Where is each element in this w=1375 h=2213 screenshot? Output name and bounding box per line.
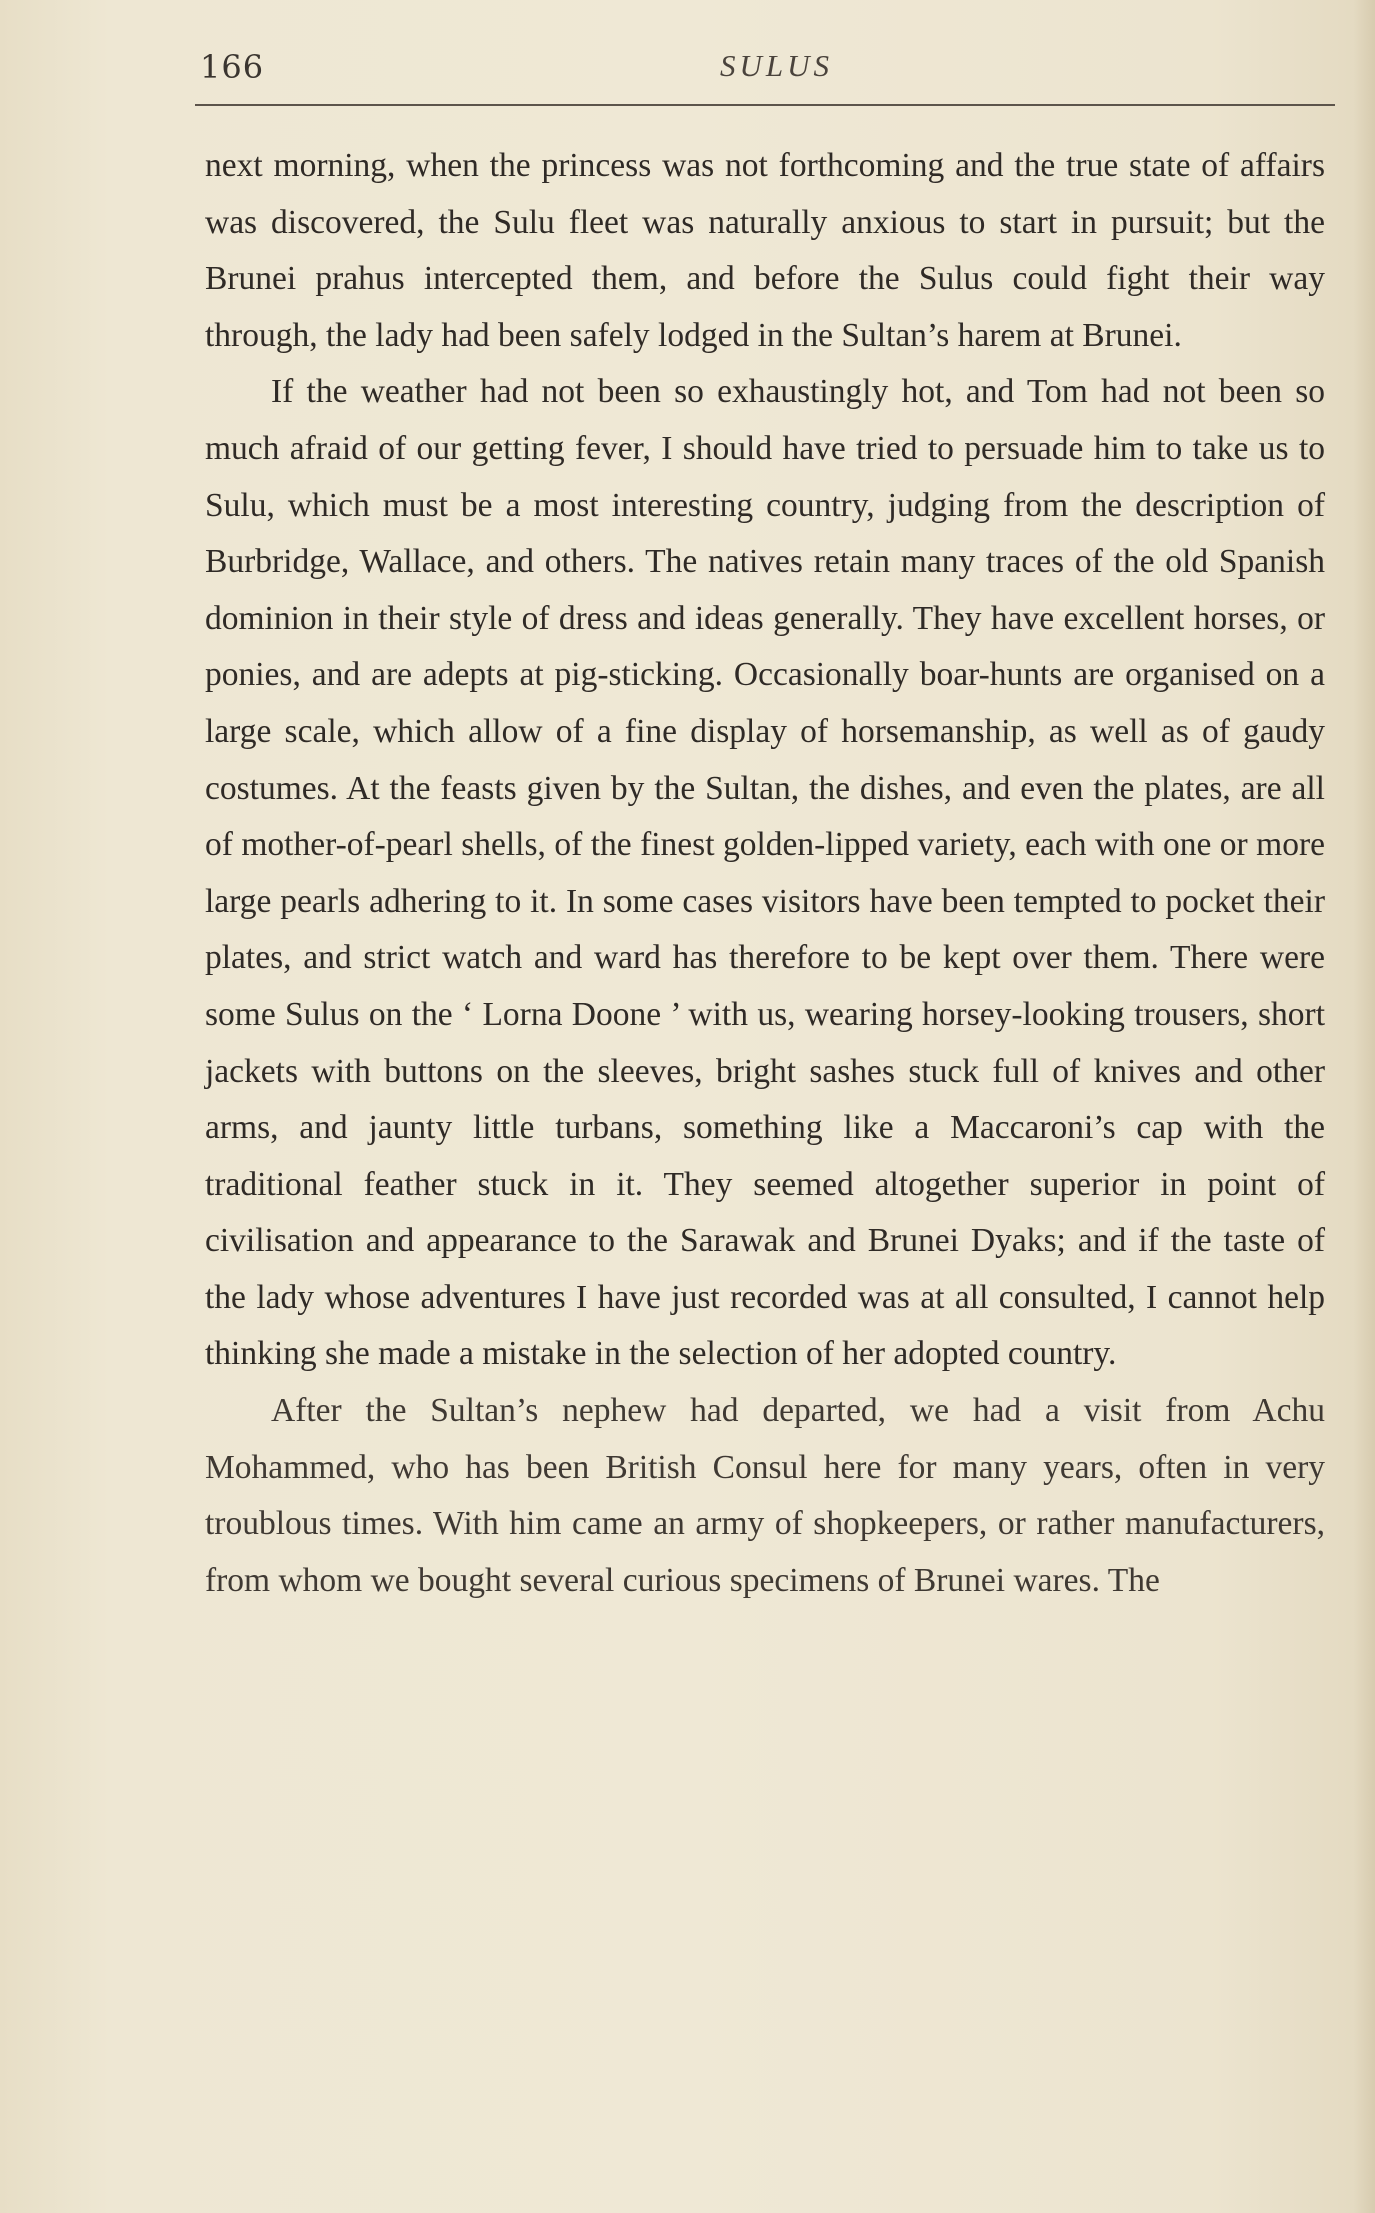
paragraph-2: If the weather had not been so exhaustingly hot, and Tom had not been so much afraid of our getting fever, I should have tried to persuade him to take us to Sulu, which must be a most interesting country, judging from the description of Burbridge, Wallace, and others. The natives retain many traces of the old Spanish dominion in their style of dress and ideas generally. They have excellent horses, or ponies, and are adepts at pig-sticking. Occasionally boar-hunts are organised on a large scale, which allow of a fine display of horsemanship, as well as of gaudy costumes. At the feasts given by the Sultan, the dishes, and even the plates, are all of mother-of-pearl shells, of the finest golden-lipped variety, each with one or more large pearls adhering to it. In some cases visitors have been tempted to pocket their plates, and strict watch and ward has therefore to be kept over them. There were some Sulus on the ‘ Lorna Doone ’ with us, wearing horsey-looking trousers, short jackets with buttons on the sleeves, bright sashes stuck full of knives and other arms, and jaunty little turbans, something like a Maccaroni’s cap with the traditional feather stuck in it. They seemed altogether superior in point of civilisation and appearance to the Sarawak and Brunei Dyaks; and if the taste of the lady whose adventures I have just recorded was at all consulted, I cannot help thinking she made a mistake in the selection of her adopted country.: [205, 373, 1325, 1373]
running-title: SULUS: [720, 48, 834, 83]
body-text: [205, 138, 1325, 1609]
paragraph-1: next morning, when the princess was not forthcoming and the true state of affairs was discovered, the Sulu fleet was naturally anxious to start in pursuit; but the Brunei prahus intercepted them, and before the Sulus could fight their way through, the lady had been safely lodged in the Sultan’s harem at Brunei.: [205, 147, 1325, 354]
page-number: 166: [200, 48, 265, 86]
page-header: [200, 48, 1335, 108]
header-rule: [195, 104, 1335, 106]
page-edge-shadow: [1353, 0, 1375, 2213]
paragraph-3: After the Sultan’s nephew had departed, we had a visit from Achu Mohammed, who has been British Consul here for many years, often in very troublous times. With him came an army of shopkeepers, or rather manufacturers, from whom we bought several curious specimens of Brunei wares. The: [205, 1392, 1325, 1599]
